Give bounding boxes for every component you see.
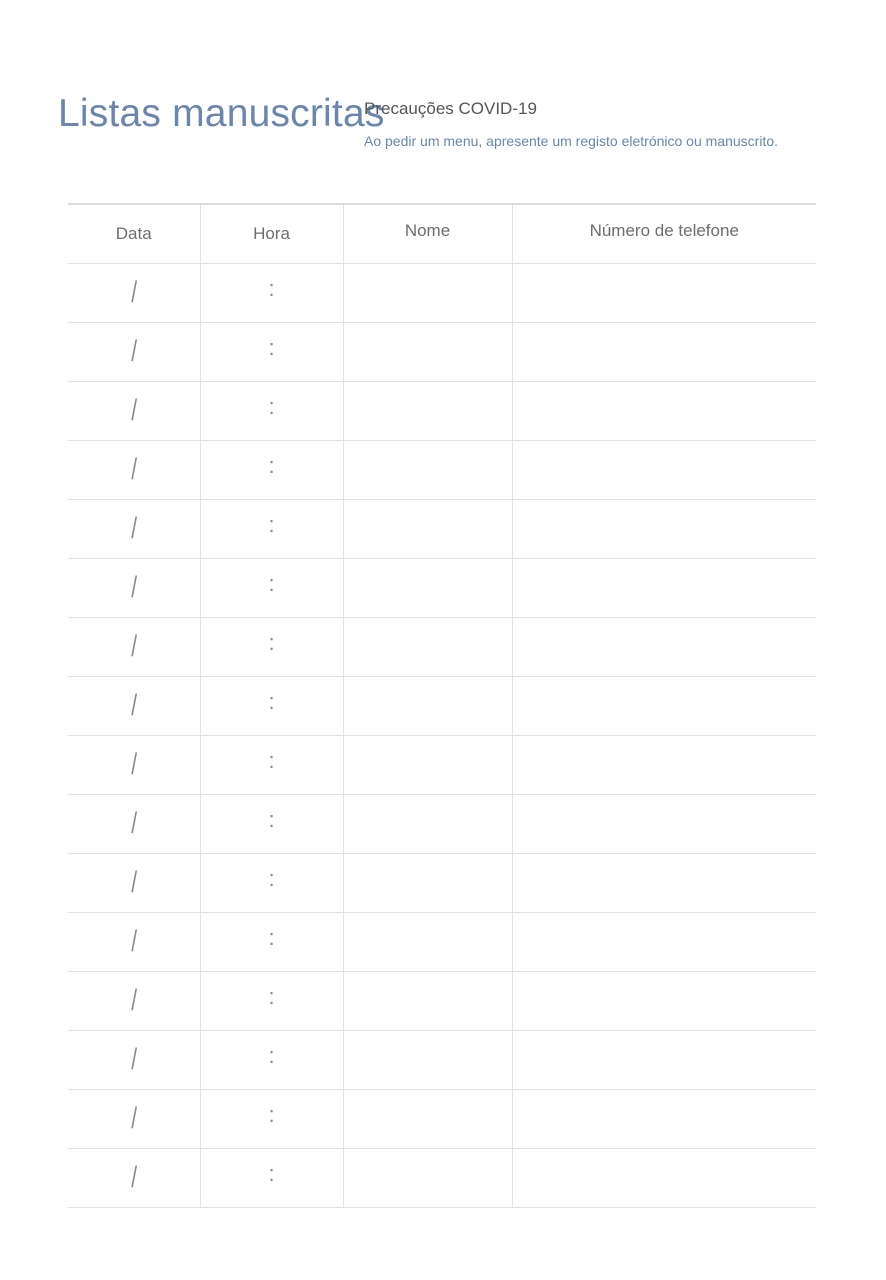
column-header-telefone: Número de telefone xyxy=(512,204,816,264)
date-cell[interactable] xyxy=(68,795,200,854)
phone-cell[interactable] xyxy=(512,441,816,500)
date-cell[interactable] xyxy=(68,559,200,618)
name-cell[interactable] xyxy=(343,382,512,441)
time-separator: : xyxy=(268,511,275,537)
name-cell[interactable] xyxy=(343,1031,512,1090)
date-cell[interactable] xyxy=(68,618,200,677)
phone-cell[interactable] xyxy=(512,795,816,854)
time-cell[interactable] xyxy=(200,677,343,736)
table-row xyxy=(68,441,816,500)
phone-cell[interactable] xyxy=(512,1090,816,1149)
page-title: Listas manuscritas xyxy=(58,92,385,135)
name-cell[interactable] xyxy=(343,1149,512,1208)
table-row xyxy=(68,677,816,736)
phone-cell[interactable] xyxy=(512,1031,816,1090)
time-separator: : xyxy=(268,1101,275,1127)
phone-cell[interactable] xyxy=(512,972,816,1031)
time-separator: : xyxy=(268,629,275,655)
phone-cell[interactable] xyxy=(512,854,816,913)
time-cell[interactable] xyxy=(200,854,343,913)
date-separator: / xyxy=(130,453,137,486)
time-separator: : xyxy=(268,747,275,773)
date-cell[interactable] xyxy=(68,1031,200,1090)
time-cell[interactable] xyxy=(200,972,343,1031)
time-cell[interactable] xyxy=(200,913,343,972)
date-cell[interactable] xyxy=(68,382,200,441)
table-row xyxy=(68,854,816,913)
name-cell[interactable] xyxy=(343,736,512,795)
table-row xyxy=(68,972,816,1031)
time-separator: : xyxy=(268,452,275,478)
phone-cell[interactable] xyxy=(512,1149,816,1208)
date-separator: / xyxy=(130,630,137,663)
instruction-text: Ao pedir um menu, apresente um registo eletrónico ou manuscrito. xyxy=(364,133,778,149)
time-cell[interactable] xyxy=(200,618,343,677)
table-row xyxy=(68,559,816,618)
date-separator: / xyxy=(130,335,137,368)
time-separator: : xyxy=(268,924,275,950)
time-cell[interactable] xyxy=(200,795,343,854)
phone-cell[interactable] xyxy=(512,913,816,972)
time-separator: : xyxy=(268,1160,275,1186)
date-cell[interactable] xyxy=(68,736,200,795)
time-separator: : xyxy=(268,570,275,596)
column-header-nome: Nome xyxy=(343,204,512,264)
date-cell[interactable] xyxy=(68,972,200,1031)
time-cell[interactable] xyxy=(200,1031,343,1090)
time-separator: : xyxy=(268,865,275,891)
time-separator: : xyxy=(268,275,275,301)
date-cell[interactable] xyxy=(68,1149,200,1208)
date-cell[interactable] xyxy=(68,854,200,913)
phone-cell[interactable] xyxy=(512,559,816,618)
table-row xyxy=(68,382,816,441)
date-separator: / xyxy=(130,748,137,781)
phone-cell[interactable] xyxy=(512,677,816,736)
date-separator: / xyxy=(130,866,137,899)
time-cell[interactable] xyxy=(200,1149,343,1208)
name-cell[interactable] xyxy=(343,618,512,677)
name-cell[interactable] xyxy=(343,441,512,500)
table-row xyxy=(68,500,816,559)
time-cell[interactable] xyxy=(200,264,343,323)
time-cell[interactable] xyxy=(200,382,343,441)
name-cell[interactable] xyxy=(343,854,512,913)
time-separator: : xyxy=(268,1042,275,1068)
table-header-row xyxy=(68,204,816,264)
name-cell[interactable] xyxy=(343,264,512,323)
table-row xyxy=(68,1090,816,1149)
name-cell[interactable] xyxy=(343,795,512,854)
name-cell[interactable] xyxy=(343,500,512,559)
date-separator: / xyxy=(130,1161,137,1194)
time-separator: : xyxy=(268,393,275,419)
time-cell[interactable] xyxy=(200,736,343,795)
date-separator: / xyxy=(130,512,137,545)
date-cell[interactable] xyxy=(68,441,200,500)
date-separator: / xyxy=(130,925,137,958)
phone-cell[interactable] xyxy=(512,382,816,441)
date-separator: / xyxy=(130,1043,137,1076)
visitor-log-table xyxy=(68,203,816,1208)
table-row xyxy=(68,795,816,854)
name-cell[interactable] xyxy=(343,972,512,1031)
time-separator: : xyxy=(268,983,275,1009)
name-cell[interactable] xyxy=(343,1090,512,1149)
name-cell[interactable] xyxy=(343,323,512,382)
phone-cell[interactable] xyxy=(512,264,816,323)
phone-cell[interactable] xyxy=(512,736,816,795)
time-cell[interactable] xyxy=(200,1090,343,1149)
table-row xyxy=(68,913,816,972)
date-cell[interactable] xyxy=(68,913,200,972)
date-cell[interactable] xyxy=(68,323,200,382)
date-separator: / xyxy=(130,571,137,604)
date-separator: / xyxy=(130,394,137,427)
name-cell[interactable] xyxy=(343,559,512,618)
date-separator: / xyxy=(130,984,137,1017)
name-cell[interactable] xyxy=(343,677,512,736)
table-body xyxy=(68,264,816,1208)
time-cell[interactable] xyxy=(200,323,343,382)
date-cell[interactable] xyxy=(68,1090,200,1149)
table-row xyxy=(68,618,816,677)
date-separator: / xyxy=(130,276,137,309)
table-row xyxy=(68,323,816,382)
table-row xyxy=(68,1149,816,1208)
date-separator: / xyxy=(130,689,137,722)
time-separator: : xyxy=(268,334,275,360)
date-separator: / xyxy=(130,807,137,840)
time-cell[interactable] xyxy=(200,441,343,500)
phone-cell[interactable] xyxy=(512,323,816,382)
date-cell[interactable] xyxy=(68,677,200,736)
table-header xyxy=(68,204,816,264)
date-separator: / xyxy=(130,1102,137,1135)
phone-cell[interactable] xyxy=(512,500,816,559)
page-subtitle: Precauções COVID-19 xyxy=(364,99,537,118)
column-header-hora: Hora xyxy=(200,204,343,264)
time-cell[interactable] xyxy=(200,500,343,559)
name-cell[interactable] xyxy=(343,913,512,972)
date-cell[interactable] xyxy=(68,264,200,323)
table-row xyxy=(68,264,816,323)
table-row xyxy=(68,1031,816,1090)
time-separator: : xyxy=(268,806,275,832)
time-separator: : xyxy=(268,688,275,714)
table-row xyxy=(68,736,816,795)
column-header-data: Data xyxy=(68,204,200,264)
phone-cell[interactable] xyxy=(512,618,816,677)
date-cell[interactable] xyxy=(68,500,200,559)
time-cell[interactable] xyxy=(200,559,343,618)
